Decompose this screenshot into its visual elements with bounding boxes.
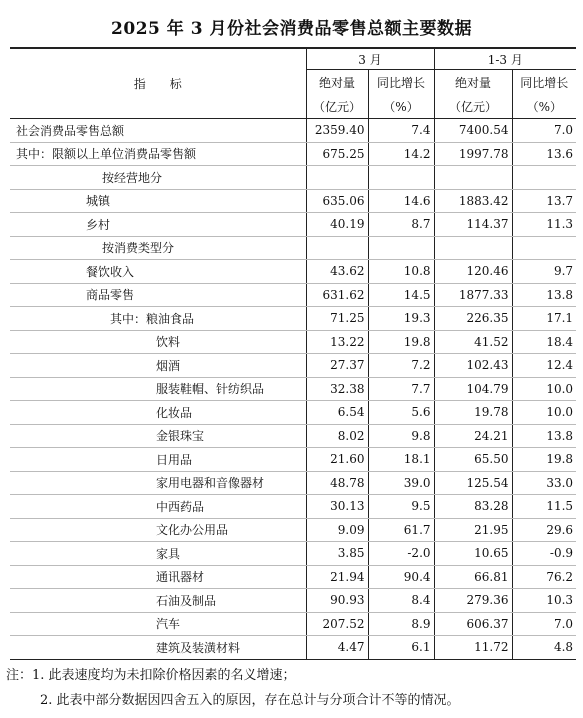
march-abs-value: 675.25 [306, 142, 368, 166]
row-label: 商品零售 [10, 283, 306, 307]
q1-yoy-value: 7.0 [512, 119, 576, 143]
table-row [10, 518, 576, 542]
header-q1-yoy-unit: （%） [512, 94, 576, 119]
table-row [10, 495, 576, 519]
march-abs-value: 207.52 [306, 612, 368, 636]
march-abs-value: 9.09 [306, 518, 368, 542]
row-label: 家具 [10, 542, 306, 566]
march-yoy-value: 9.5 [368, 495, 434, 519]
q1-yoy-value: 13.8 [512, 424, 576, 448]
q1-yoy-value: 4.8 [512, 636, 576, 660]
q1-abs-value: 66.81 [434, 565, 512, 589]
march-abs-value: 40.19 [306, 213, 368, 237]
row-label: 城镇 [10, 189, 306, 213]
march-yoy-value: 18.1 [368, 448, 434, 472]
march-yoy-value: 14.5 [368, 283, 434, 307]
header-march-yoy: 同比增长 [368, 70, 434, 95]
march-abs-value: 21.94 [306, 565, 368, 589]
march-abs-value: 635.06 [306, 189, 368, 213]
march-yoy-value: 19.8 [368, 330, 434, 354]
march-yoy-value: 14.6 [368, 189, 434, 213]
q1-yoy-value: 13.8 [512, 283, 576, 307]
q1-abs-value: 120.46 [434, 260, 512, 284]
q1-abs-value [434, 236, 512, 260]
q1-yoy-value: 19.8 [512, 448, 576, 472]
march-abs-value: 27.37 [306, 354, 368, 378]
table-header [10, 48, 576, 119]
march-yoy-value: 7.7 [368, 377, 434, 401]
march-abs-value: 90.93 [306, 589, 368, 613]
march-yoy-value: 7.4 [368, 119, 434, 143]
row-label: 其中：粮油食品 [10, 307, 306, 331]
march-abs-value [306, 166, 368, 190]
march-yoy-value: 10.8 [368, 260, 434, 284]
march-yoy-value: 19.3 [368, 307, 434, 331]
march-yoy-value: 14.2 [368, 142, 434, 166]
q1-abs-value: 65.50 [434, 448, 512, 472]
header-march-abs: 绝对量 [306, 70, 368, 95]
table-row [10, 401, 576, 425]
q1-abs-value: 1877.33 [434, 283, 512, 307]
march-yoy-value: 7.2 [368, 354, 434, 378]
header-q1-abs: 绝对量 [434, 70, 512, 95]
table-row [10, 283, 576, 307]
q1-yoy-value: 11.3 [512, 213, 576, 237]
march-abs-value: 8.02 [306, 424, 368, 448]
march-yoy-value: 39.0 [368, 471, 434, 495]
note-line-2: 2. 此表中部分数据因四舍五入的原因，存在总计与分项合计不等的情况。 [40, 693, 460, 708]
row-label: 餐饮收入 [10, 260, 306, 284]
q1-abs-value: 11.72 [434, 636, 512, 660]
table-row [10, 448, 576, 472]
march-yoy-value [368, 236, 434, 260]
q1-yoy-value: 33.0 [512, 471, 576, 495]
header-q1-yoy: 同比增长 [520, 75, 569, 90]
row-label: 服装鞋帽、针纺织品 [10, 377, 306, 401]
q1-yoy-value: 18.4 [512, 330, 576, 354]
q1-abs-value: 10.65 [434, 542, 512, 566]
q1-abs-value: 83.28 [434, 495, 512, 519]
q1-yoy-value: 11.5 [512, 495, 576, 519]
march-yoy-value: 90.4 [368, 565, 434, 589]
row-label: 汽车 [10, 612, 306, 636]
note-line-1: 注：1. 此表速度均为未扣除价格因素的名义增速； [6, 668, 296, 683]
table-row [10, 119, 576, 143]
row-label: 中西药品 [10, 495, 306, 519]
table-row [10, 565, 576, 589]
row-label: 金银珠宝 [10, 424, 306, 448]
row-label: 饮料 [10, 330, 306, 354]
row-label: 文化办公用品 [10, 518, 306, 542]
q1-yoy-value: -0.9 [512, 542, 576, 566]
table-row [10, 142, 576, 166]
q1-abs-value: 24.21 [434, 424, 512, 448]
march-abs-value: 4.47 [306, 636, 368, 660]
q1-abs-value: 125.54 [434, 471, 512, 495]
march-abs-value: 43.62 [306, 260, 368, 284]
header-period-march: 3 月 [306, 48, 434, 70]
q1-yoy-value: 12.4 [512, 354, 576, 378]
table-row [10, 330, 576, 354]
row-label: 化妆品 [10, 401, 306, 425]
row-label: 石油及制品 [10, 589, 306, 613]
march-abs-value: 3.85 [306, 542, 368, 566]
q1-abs-value: 41.52 [434, 330, 512, 354]
table-notes [6, 663, 460, 713]
q1-abs-value: 102.43 [434, 354, 512, 378]
row-label: 按消费类型分 [10, 236, 306, 260]
march-abs-value: 30.13 [306, 495, 368, 519]
q1-abs-value: 1997.78 [434, 142, 512, 166]
q1-abs-value [434, 166, 512, 190]
q1-yoy-value: 10.3 [512, 589, 576, 613]
q1-abs-value: 1883.42 [434, 189, 512, 213]
march-yoy-value [368, 166, 434, 190]
header-march-abs-unit: （亿元） [306, 94, 368, 119]
header-indicator: 指 标 [10, 48, 306, 119]
march-yoy-value: 9.8 [368, 424, 434, 448]
q1-yoy-value: 13.6 [512, 142, 576, 166]
table-row [10, 236, 576, 260]
q1-yoy-value: 10.0 [512, 377, 576, 401]
q1-yoy-value: 13.7 [512, 189, 576, 213]
march-yoy-value: 8.7 [368, 213, 434, 237]
q1-yoy-value: 17.1 [512, 307, 576, 331]
march-abs-value: 2359.40 [306, 119, 368, 143]
march-yoy-value: 61.7 [368, 518, 434, 542]
row-label: 家用电器和音像器材 [10, 471, 306, 495]
table-row [10, 636, 576, 660]
table-row [10, 166, 576, 190]
march-yoy-value: 8.4 [368, 589, 434, 613]
row-label: 日用品 [10, 448, 306, 472]
march-abs-value: 32.38 [306, 377, 368, 401]
q1-yoy-value: 29.6 [512, 518, 576, 542]
q1-yoy-value [512, 166, 576, 190]
march-abs-value: 6.54 [306, 401, 368, 425]
q1-yoy-value: 76.2 [512, 565, 576, 589]
row-label: 通讯器材 [10, 565, 306, 589]
q1-abs-value: 19.78 [434, 401, 512, 425]
q1-abs-value: 606.37 [434, 612, 512, 636]
table-row [10, 260, 576, 284]
header-q1-abs-unit: （亿元） [434, 94, 512, 119]
march-abs-value: 21.60 [306, 448, 368, 472]
march-yoy-value: 6.1 [368, 636, 434, 660]
row-label: 建筑及装潢材料 [10, 636, 306, 660]
march-abs-value: 13.22 [306, 330, 368, 354]
q1-abs-value: 279.36 [434, 589, 512, 613]
row-label: 按经营地分 [10, 166, 306, 190]
march-abs-value: 48.78 [306, 471, 368, 495]
row-label: 其中：限额以上单位消费品零售额 [10, 142, 306, 166]
q1-abs-value: 7400.54 [434, 119, 512, 143]
table-row [10, 377, 576, 401]
table-row [10, 424, 576, 448]
march-yoy-value: -2.0 [368, 542, 434, 566]
march-abs-value: 631.62 [306, 283, 368, 307]
q1-abs-value: 114.37 [434, 213, 512, 237]
header-march-yoy-unit: （%） [368, 94, 434, 119]
march-yoy-value: 5.6 [368, 401, 434, 425]
march-abs-value: 71.25 [306, 307, 368, 331]
table-row [10, 471, 576, 495]
table-row [10, 542, 576, 566]
table-row [10, 307, 576, 331]
table-row [10, 612, 576, 636]
q1-abs-value: 104.79 [434, 377, 512, 401]
table-row [10, 354, 576, 378]
retail-sales-table [10, 47, 576, 660]
row-label: 社会消费品零售总额 [10, 119, 306, 143]
q1-yoy-value: 9.7 [512, 260, 576, 284]
q1-yoy-value [512, 236, 576, 260]
march-yoy-value: 8.9 [368, 612, 434, 636]
row-label: 烟酒 [10, 354, 306, 378]
q1-abs-value: 226.35 [434, 307, 512, 331]
q1-yoy-value: 7.0 [512, 612, 576, 636]
page-title: 2025 年 3 月份社会消费品零售总额主要数据 [111, 19, 472, 39]
table-row [10, 589, 576, 613]
table-row [10, 213, 576, 237]
table-row [10, 189, 576, 213]
header-period-q1: 1-3 月 [434, 48, 576, 70]
q1-abs-value: 21.95 [434, 518, 512, 542]
march-abs-value [306, 236, 368, 260]
row-label: 乡村 [10, 213, 306, 237]
q1-yoy-value: 10.0 [512, 401, 576, 425]
